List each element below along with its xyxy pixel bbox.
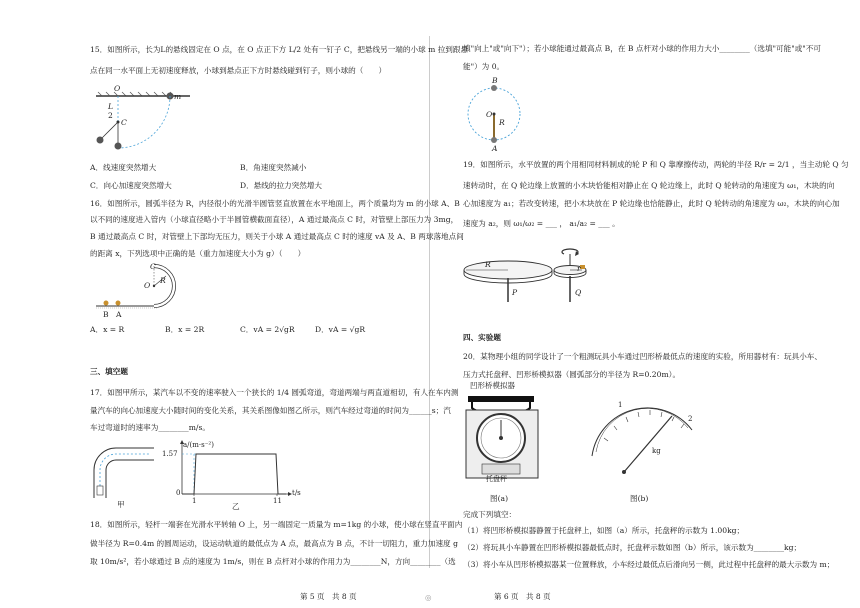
q15-option-a[interactable]: A．线速度突然增大 xyxy=(90,163,157,172)
q20-line2: 压力式托盘秤、凹形桥模拟器（圆弧部分的半径为 R=0.20m）。 xyxy=(463,370,681,379)
q20-fig-b-label: 图(b) xyxy=(630,494,649,503)
section-4-heading: 四、实验题 xyxy=(463,333,501,342)
q15-pendulum-figure xyxy=(90,82,200,152)
q18-fig-B: B xyxy=(492,76,498,85)
q17-chart-ytick: 1.57 xyxy=(162,450,178,458)
q19-line1: 19．如图所示，水平放置的两个用相同材料制成的轮 P 和 Q 靠摩擦传动，两轮的半径 R/r = 2/1 ，当主动轮 Q 匀 xyxy=(463,160,849,169)
q16-line3: B 通过最高点 C 时，对管壁上下部均无压力，则关于小球 A 通过最高点 C 时的速度 vA 及 A、B 两球落地点间 xyxy=(90,232,464,241)
q19-line4: 速度为 a₂，则 ω₁/ω₂ = ___ ， a₁/a₂ = ___ 。 xyxy=(463,219,620,228)
q20-step2: （2）将玩具小车静置在凹形桥模拟器最低点时，托盘秤示数如图（b）所示，该示数为________kg； xyxy=(463,543,802,552)
q20-fig-b-tick-1: 1 xyxy=(618,401,623,409)
q18-line2: 做半径为 R=0.4m 的圆周运动，设运动轨道的最低点为 A 点，最高点为 B 点，不计一切阻力，重力加速度 g xyxy=(90,539,458,548)
q16-fig-B: B xyxy=(103,310,109,319)
q17-road-figure xyxy=(92,442,156,502)
q16-option-b[interactable]: B．x = 2R xyxy=(165,325,205,334)
q20-fig-b-unit: kg xyxy=(652,447,661,455)
q15-line1: 15．如图所示，长为L的悬线固定在 O 点，在 O 点正下方 L/2 处有一钉子 C，把悬线另一端的小球 m 拉到跟悬 xyxy=(90,45,469,54)
q16-line1: 16．如图所示，圆弧半径为 R，内径很小的光滑半圆管竖直放置在水平地面上，两个质量均为 m 的小球 A、B xyxy=(90,199,460,208)
q19-fig-P: P xyxy=(512,288,518,297)
q15-option-d[interactable]: D．悬线的拉力突然增大 xyxy=(240,181,323,190)
q20-prompt: 完成下列填空： xyxy=(463,510,517,519)
q20-scale-figure-a xyxy=(464,392,544,484)
q17-chart-xtick-11: 11 xyxy=(273,497,282,505)
q17-chart-xlabel: t/s xyxy=(292,489,301,497)
q18-fig-O: O xyxy=(486,110,493,119)
q17-chart-xtick-0: 0 xyxy=(176,489,181,497)
right-page-footer: 第 6 页 共 8 页 xyxy=(494,592,551,601)
q18-fig-A: A xyxy=(492,144,498,153)
q16-fig-R: R xyxy=(160,276,166,285)
q20-fig-a-scale-label: 托盘秤 xyxy=(486,475,507,483)
q15-fig-m: m xyxy=(174,92,182,101)
q19-line3: 心加速度为 a₁；若改变转速，把小木块放在 P 轮边缘也恰能静止，此时 Q 轮转动的角速度为 ω₂，木块的向心加 xyxy=(463,199,840,208)
q20-line1: 20．某物理小组的同学设计了一个粗测玩具小车通过凹形桥最低点的速度的实验，所用器材有：玩具小车、 xyxy=(463,352,822,361)
q17-chart-ylabel: a/(m·s⁻²) xyxy=(183,441,214,449)
q17-label-jia: 甲 xyxy=(117,500,125,509)
q17-line2: 量汽车的向心加速度大小随时间的变化关系，其关系图像如图乙所示，则汽车经过弯道的时间为______s；汽 xyxy=(90,406,451,415)
q20-step1: （1）将凹形桥模拟器静置于托盘秤上，如图（a）所示，托盘秤的示数为 1.00kg； xyxy=(463,526,745,535)
q16-option-c[interactable]: C．vA = 2√gR xyxy=(240,325,295,334)
q16-fig-C: C xyxy=(150,262,156,271)
right-page xyxy=(430,0,860,608)
q18-line3: 取 10m/s²，若小球通过 B 点的速度为 1m/s，则在 B 点杆对小球的作用力为________N，方向________（选 xyxy=(90,557,456,566)
q19-friction-wheels-figure xyxy=(464,238,624,304)
q18-rod-circle-figure xyxy=(466,76,522,152)
q20-dial-figure-b xyxy=(580,386,700,486)
q16-option-a[interactable]: A．x = R xyxy=(90,325,125,334)
q19-fig-Q: Q xyxy=(575,288,582,297)
q16-line4: 的距离 x，下列选项中正确的是（重力加速度大小为 g）（ ） xyxy=(90,249,306,258)
q19-line2: 速转动时，在 Q 轮边缘上放置的小木块恰能相对静止在 Q 轮边缘上，此时 Q 轮转动的角速度为 ω₁，木块的向 xyxy=(463,181,835,190)
q20-fig-a-title: 凹形桥模拟器 xyxy=(470,381,515,390)
q16-half-pipe-figure xyxy=(96,262,196,322)
q18-fig-R: R xyxy=(499,118,505,127)
q17-line3: 车过弯道时的速率为________m/s。 xyxy=(90,423,210,432)
q16-fig-A: A xyxy=(116,310,122,319)
q18-cont-line1: 填"向上"或"向下"）；若小球能通过最高点 B，在 B 点杆对小球的作用力大小________（选填"可能"或"不可 xyxy=(463,44,821,53)
q20-fig-a-label: 图(a) xyxy=(490,494,509,503)
q15-fig-C: C xyxy=(121,118,127,127)
q18-cont-line2: 能"）为 0。 xyxy=(463,62,505,71)
q15-line2: 点在同一水平面上无初速度释放，小球到悬点正下方时悬线碰到钉子，则小球的（ ） xyxy=(90,66,387,75)
binding-mark: ◎ xyxy=(425,593,432,602)
q15-option-c[interactable]: C．向心加速度突然增大 xyxy=(90,181,172,190)
q20-fig-b-tick-2: 2 xyxy=(688,415,693,423)
q16-fig-O: O xyxy=(144,281,151,290)
section-3-heading: 三、填空题 xyxy=(90,367,128,376)
q15-fig-L: L xyxy=(108,102,114,111)
q15-option-b[interactable]: B．角速度突然减小 xyxy=(240,163,307,172)
q18-line1: 18．如图所示，轻杆一端套在光滑水平转轴 O 上，另一端固定一质量为 m=1kg 的小球，使小球在竖直平面内 xyxy=(90,520,463,529)
q20-step3: （3）将小车从凹形桥模拟器某一位置释放，小车经过最低点后滑向另一侧，此过程中托盘秤的最大示数为 m； xyxy=(463,560,835,569)
q16-line2: 以不同的速度进入管内（小球直径略小于半圆管横截面直径），A 通过最高点 C 时，对管壁上部压力为 3mg， xyxy=(90,215,459,224)
q17-line1: 17．如图甲所示，某汽车以不变的速率驶入一个狭长的 1/4 圆弧弯道，弯道两端与两直道相切，有人在车内测 xyxy=(90,388,459,397)
q15-fig-2: 2 xyxy=(108,111,113,120)
left-page-footer: 第 5 页 共 8 页 xyxy=(300,592,357,601)
q17-chart-xtick-1: 1 xyxy=(192,497,197,505)
q16-option-d[interactable]: D．vA = √gR xyxy=(315,325,366,334)
q15-fig-O: O xyxy=(114,84,121,93)
q19-fig-r: r xyxy=(577,264,581,273)
q17-label-yi: 乙 xyxy=(232,502,240,511)
q19-fig-R: R xyxy=(485,260,491,269)
